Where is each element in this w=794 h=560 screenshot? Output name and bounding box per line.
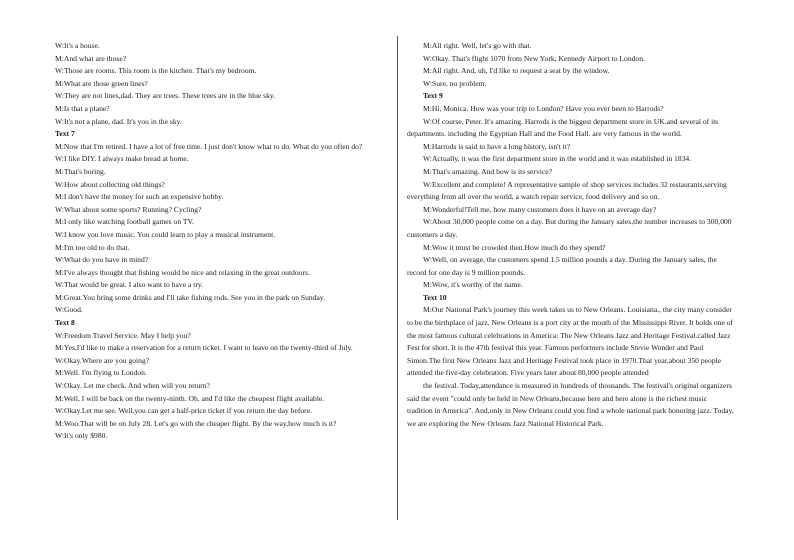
dialogue-line: W:That would be great. I also want to have a try. <box>55 280 204 290</box>
dialogue-line: M:All right. And, uh, I'd like to request a seat by the window. <box>423 66 610 76</box>
dialogue-line: M:Wow it must be crowded then.How much do they spend? <box>423 242 606 252</box>
dialogue-line: said the event "could only be held in New Orleans,because here and here alone is the richest music <box>407 393 707 403</box>
dialogue-line: W:Okay.Where are you going? <box>55 355 150 365</box>
dialogue-line: we are exploring the New Orleans Jazz National Historical Park. <box>407 418 604 428</box>
dialogue-line: M:Wonderful!Tell me, how many customers does it have on an average day? <box>423 204 657 214</box>
dialogue-line: M:I've always thought that fishing would be nice and relaxing in the great outdoors. <box>55 267 310 277</box>
section-heading: Text 7 <box>55 129 75 139</box>
dialogue-line: W:Of course, Peter. It's amazing. Harrods is the biggest department store in UK.and several of its <box>423 116 719 126</box>
dialogue-line: M:Woo.That will be on July 28. Let's go with the cheaper flight. By the way,how much is it? <box>55 418 337 428</box>
dialogue-line: the festival. Today,attendance is measured in hundreds of thousands. The festival's original organizers <box>423 381 732 391</box>
dialogue-line: M:Yes,I'd like to make a reservation for a return ticket. I want to leave on the twenty-third of July. <box>55 343 353 353</box>
dialogue-line: Fest for short. It is the 47th festival this year. Famous performers include Stevie Wonder and Paul <box>407 343 704 353</box>
dialogue-line: to be the birthplace of jazz. New Orleans is a port city at the mouth of the Mississippi River. It holds one of <box>407 318 734 328</box>
section-heading: Text 8 <box>55 318 75 328</box>
dialogue-line: M:Hi, Monica. How was your trip to London? Have you ever been to Harrods? <box>423 103 664 113</box>
dialogue-line: W:Those are rooms. This room is the kitchen. That's my bedroom. <box>55 66 257 76</box>
dialogue-line: W:Good. <box>55 305 83 315</box>
dialogue-line: record for one day is 9 million pounds. <box>407 267 526 277</box>
dialogue-line: W:It's not a plane, dad. It's you in the sky. <box>55 116 182 126</box>
dialogue-line: W:I know you love music. You could learn to play a musical instrument. <box>55 229 276 239</box>
dialogue-line: attended the five-day celebration. Five years later about 80,000 people attended <box>407 368 649 378</box>
dialogue-line: M:Well. I'm flying to London. <box>55 368 147 378</box>
dialogue-line: W:How about collecting old things? <box>55 179 165 189</box>
dialogue-line: W:What do you have in mind? <box>55 255 149 265</box>
dialogue-line: customers a day. <box>407 229 458 239</box>
dialogue-line: M:What are those green lines? <box>55 78 148 88</box>
dialogue-line: W:About 30,000 people come on a day. But during the January sales,the number increases to 300,000 <box>423 217 732 227</box>
dialogue-line: M:I only like watching football games on TV. <box>55 217 194 227</box>
dialogue-line: M:And what are those? <box>55 53 127 63</box>
dialogue-line: M:I'm too old to do that. <box>55 242 130 252</box>
column-divider <box>397 36 398 520</box>
dialogue-line: tradition in America". And,only in New Orleans could you find a whole national park honoring jazz. Today, <box>407 406 734 416</box>
dialogue-line: M:Wow, it's worthy of the name. <box>423 280 523 290</box>
dialogue-line: W:Okay. Let me check. And when will you return? <box>55 381 210 391</box>
dialogue-line: W:Sure, no problem. <box>423 78 487 88</box>
dialogue-line: W:What about some sports? Running? Cycling? <box>55 204 202 214</box>
dialogue-line: W:Okay.Let me see. Well,you can get a half-price ticket if you return the day before. <box>55 406 312 416</box>
dialogue-line: W:Freedom Travel Service. May I help you? <box>55 330 191 340</box>
dialogue-line: W:Excellent and complete! A representative sample of shop services includes 32 restaurants,serving <box>423 179 727 189</box>
dialogue-line: M:Harrods is said to have a long history, isn't it? <box>423 141 571 151</box>
dialogue-line: M:That's boring. <box>55 166 106 176</box>
dialogue-line: W:I like DIY. I always make bread at home. <box>55 154 189 164</box>
section-heading: Text 10 <box>423 292 447 302</box>
dialogue-line: M:I don't have the money for such an expensive hobby. <box>55 192 224 202</box>
dialogue-line: W:They are not lines,dad. They are trees. These trees are in the blue sky. <box>55 91 276 101</box>
right-column <box>407 40 759 430</box>
dialogue-line: M:Is that a plane? <box>55 103 110 113</box>
dialogue-line: Simon.The first New Orleans Jazz and Heritage Festival took place in 1970.That year,about 350 people <box>407 355 722 365</box>
dialogue-line: M:Our National Park's journey this week takes us to New Orleans. Louisiana., the city many consider <box>423 305 732 315</box>
dialogue-line: departments. including the Egyptian Hall and the Food Hall. are very famous in the world. <box>407 129 682 139</box>
dialogue-line: M:Well, I will be back on the twenty-ninth. Oh. and I'd like the cheapest flight available. <box>55 393 325 403</box>
dialogue-line: M:That's amazing. And how is its service? <box>423 166 552 176</box>
dialogue-line: M:All right. Well, let's go with that. <box>423 41 532 50</box>
dialogue-line: W:Well, on average, the customers spend 1.5 million pounds a day. During the January sales, the <box>423 255 717 265</box>
dialogue-line: W:It's only $980. <box>55 431 108 441</box>
dialogue-line: M:Great.You bring some drinks and I'll take fishing rods. See you in the park on Sunday. <box>55 292 326 302</box>
dialogue-line: M:Now that I'm retired. I have a lot of free time. I just don't know what to do. What do you often do? <box>55 141 363 151</box>
left-column <box>55 40 385 443</box>
section-heading: Text 9 <box>423 91 443 101</box>
dialogue-line: the most famous cultural celebrations in America: The New Orleans Jazz and Heritage Festival.called Jazz <box>407 330 731 340</box>
dialogue-line: everything from all over the world, a watch repair service, food delivery and so on. <box>407 192 660 202</box>
dialogue-line: W:Okay. That's flight 1070 from New York, Kennedy Airport to London. <box>423 53 645 63</box>
dialogue-line: W:It's a house. <box>55 41 100 50</box>
dialogue-line: W:Actually, it was the first department store in the world and it was established in 1834. <box>423 154 692 164</box>
